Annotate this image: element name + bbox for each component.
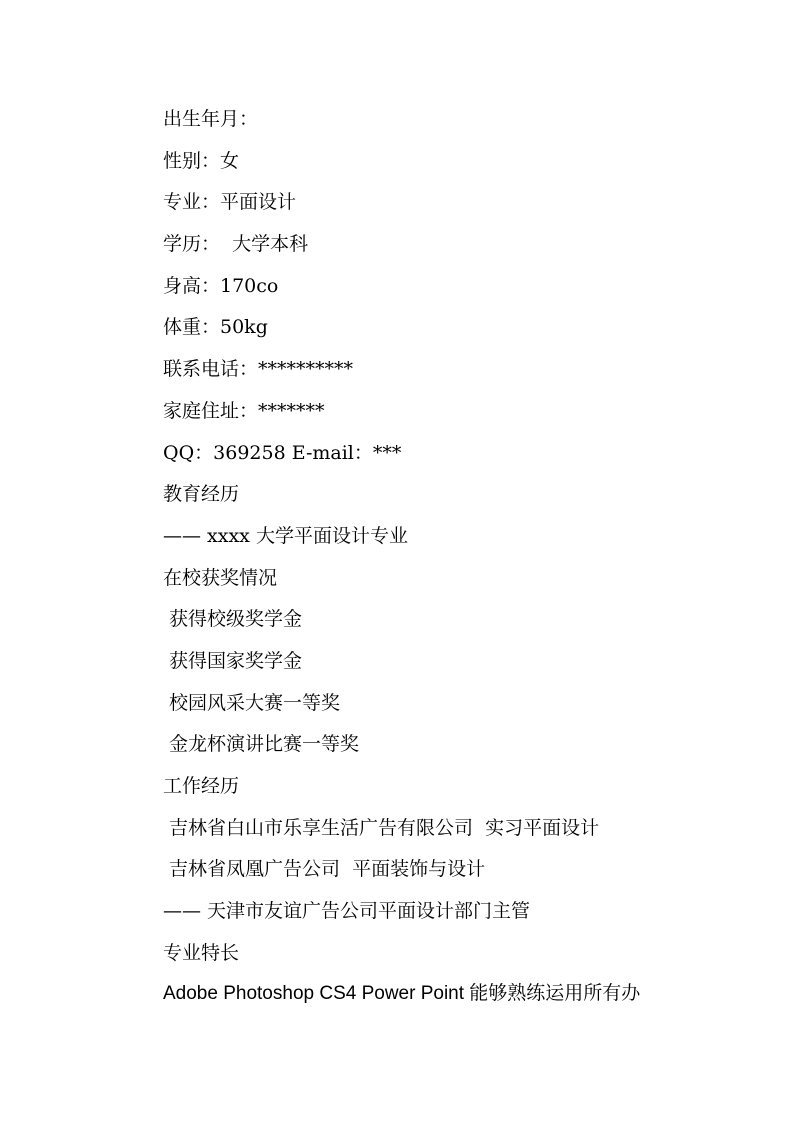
address-line: 家庭住址：******* — [163, 399, 325, 422]
work-item: —— 天津市友谊广告公司平面设计部门主管 — [163, 900, 531, 923]
major-line: 专业：平面设计 — [163, 191, 297, 214]
award-item: 校园风采大赛一等奖 — [163, 691, 341, 714]
awards-heading: 在校获奖情况 — [163, 566, 278, 589]
education-level-line: 学历： 大学本科 — [163, 233, 309, 256]
qq-email-line: QQ：369258 E-mail：*** — [163, 441, 402, 464]
skills-heading: 专业特长 — [163, 941, 240, 964]
award-item: 获得校级奖学金 — [163, 608, 303, 631]
work-item: 吉林省凤凰广告公司 平面装饰与设计 — [163, 858, 486, 881]
phone-line: 联系电话：********** — [163, 358, 354, 381]
height-line: 身高：170co — [163, 274, 279, 297]
award-item: 金龙杯演讲比赛一等奖 — [163, 733, 360, 756]
award-item: 获得国家奖学金 — [163, 649, 303, 672]
work-heading: 工作经历 — [163, 775, 240, 797]
work-item: 吉林省白山市乐享生活广告有限公司 实习平面设计 — [163, 816, 600, 839]
education-entry: —— xxxx 大学平面设计专业 — [163, 524, 408, 547]
education-heading: 教育经历 — [163, 483, 240, 506]
resume-text-block — [163, 100, 763, 1017]
gender-line: 性别：女 — [163, 149, 240, 172]
skills-line: Adobe Photoshop CS4 Power Point 能够熟练运用所有办 — [163, 983, 641, 1005]
birth-date-line: 出生年月： — [163, 108, 259, 130]
weight-line: 体重：50kg — [163, 316, 268, 339]
